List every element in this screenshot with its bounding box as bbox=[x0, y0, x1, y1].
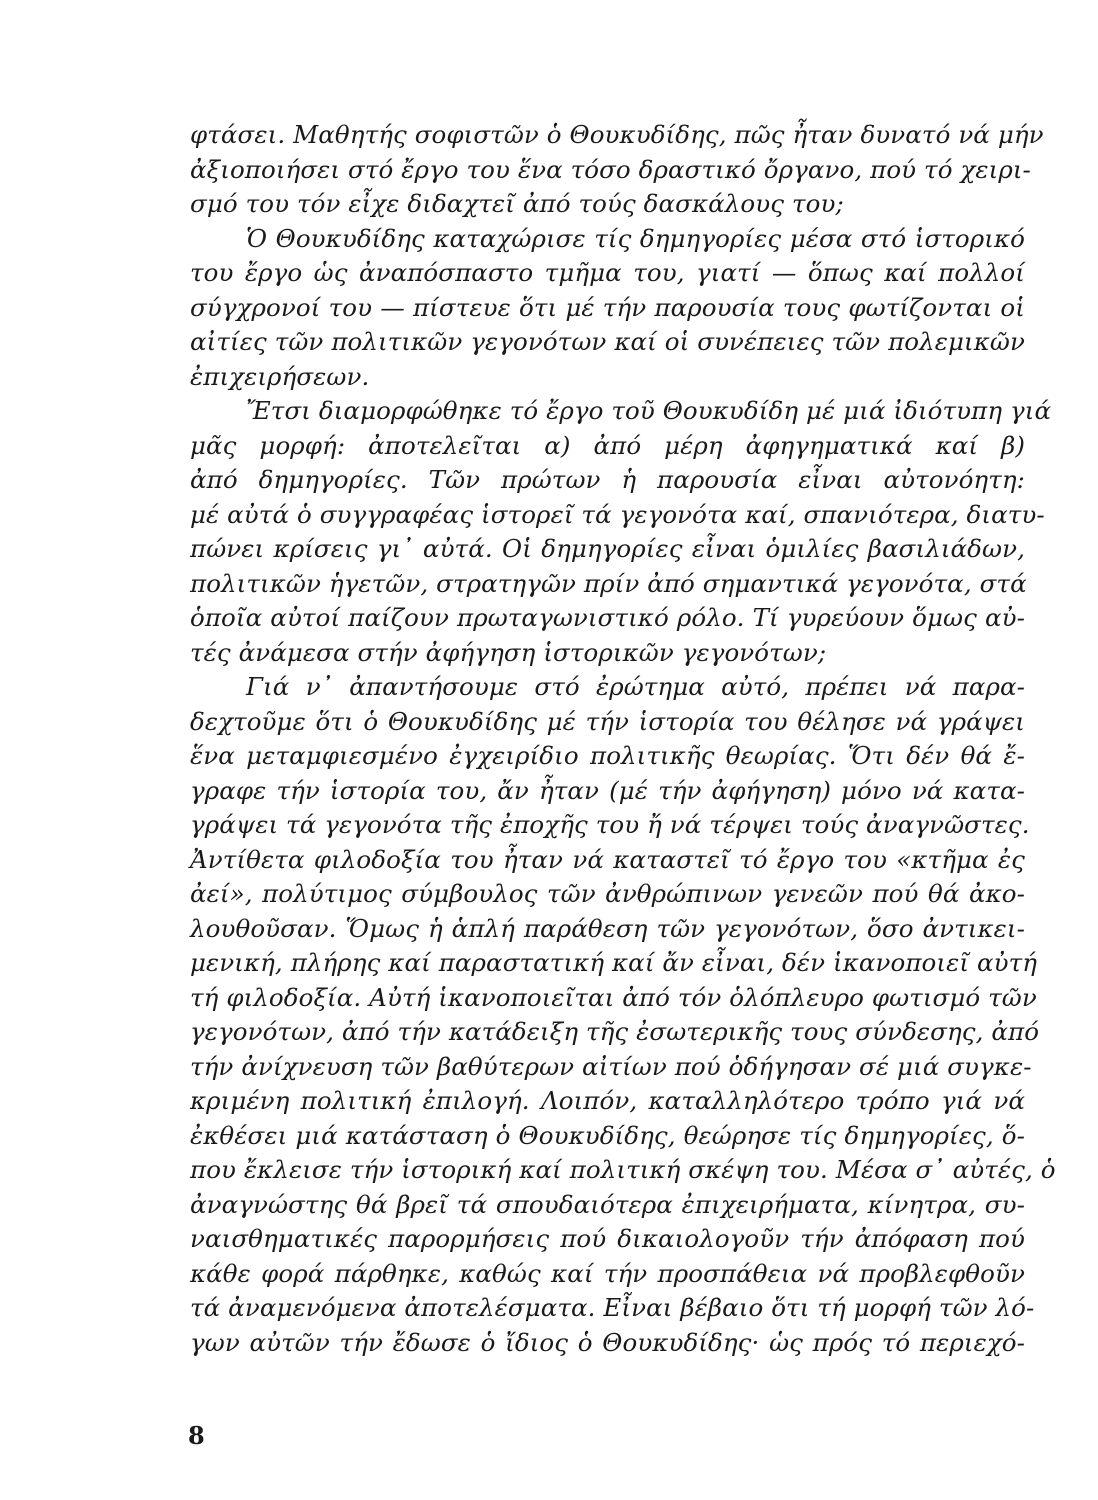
text-line: ἕνα μεταμφιεσμένο ἐγχειρίδιο πολιτικῆς θεωρίας. Ὅτι δέν θά ἔ- bbox=[190, 741, 1025, 770]
text-line: σύγχρονοί του — πίστευε ὅτι μέ τήν παρουσία τους φωτίζονται οἱ bbox=[190, 292, 1025, 322]
text-line: ἀεί», πολύτιμος σύμβουλος τῶν ἀνθρώπινων γενεῶν πού θά ἀκο- bbox=[190, 879, 1025, 908]
text-line: τή φιλοδοξία. Αὐτή ἱκανοποιεῖται ἀπό τόν ὁλόπλευρο φωτισμό τῶν bbox=[190, 982, 1037, 1012]
text-line: ἐκθέσει μιά κατάσταση ὁ Θουκυδίδης, θεώρησε τίς δημηγορίες, ὅ- bbox=[190, 1120, 1025, 1150]
text-line: γραφε τήν ἱστορία του, ἄν ἦταν (μέ τήν ἀφήγηση) μόνο νά κατα- bbox=[190, 775, 1025, 805]
text-line: τές ἀνάμεσα στήν ἀφήγηση ἱστορικῶν γεγονότων; bbox=[190, 637, 827, 667]
text-line: Ἀντίθετα φιλοδοξία του ἦταν νά καταστεῖ τό ἔργο του «κτῆμα ἐς bbox=[190, 844, 1025, 874]
text-line: πώνει κρίσεις γι᾽ αὐτά. Οἱ δημηγορίες εἶναι ὁμιλίες βασιλιάδων, bbox=[190, 534, 1025, 563]
text-line: πολιτικῶν ἡγετῶν, στρατηγῶν πρίν ἀπό σημαντικά γεγονότα, στά bbox=[190, 568, 1027, 598]
text-line: κάθε φορά πάρθηκε, καθώς καί τήν προσπάθεια νά προβλεφθοῦν bbox=[190, 1258, 1025, 1288]
text-line: γράψει τά γεγονότα τῆς ἐποχῆς του ἤ νά τέρψει τούς ἀναγνῶστες. bbox=[190, 810, 1030, 839]
text-line: τήν ἀνίχνευση τῶν βαθύτερων αἰτίων πού ὁδήγησαν σέ μιά συγκε- bbox=[190, 1051, 1032, 1081]
text-line: ἀπό δημηγορίες. Τῶν πρώτων ἡ παρουσία εἶναι αὐτονόητη: bbox=[190, 465, 1025, 494]
text-line: του ἔργο ὡς ἀναπόσπαστο τμῆμα του, γιατί — ὅπως καί πολλοί bbox=[190, 258, 1025, 287]
text-line: Ἔτσι διαμορφώθηκε τό ἔργο τοῦ Θουκυδίδη μέ μιά ἰδιότυπη γιά bbox=[246, 396, 1052, 425]
text-line: Ὁ Θουκυδίδης καταχώρισε τίς δημηγορίες μέσα στό ἱστορικό bbox=[246, 223, 1025, 253]
text-line: σμό του τόν εἶχε διδαχτεῖ ἀπό τούς δασκάλους του; bbox=[190, 189, 844, 218]
text-line: τά ἀναμενόμενα ἀποτελέσματα. Εἶναι βέβαιο ὅτι τή μορφή τῶν λό- bbox=[190, 1293, 1035, 1322]
page-number: 8 bbox=[188, 1421, 205, 1450]
text-line: φτάσει. Μαθητής σοφιστῶν ὁ Θουκυδίδης, πῶς ἦταν δυνατό νά μήν bbox=[190, 120, 1044, 149]
text-line: μενική, πλήρης καί παραστατική καί ἄν εἶναι, δέν ἱκανοποιεῖ αὐτή bbox=[190, 948, 1038, 977]
text-line: μᾶς μορφή: ἀποτελεῖται α) ἀπό μέρη ἀφηγηματικά καί β) bbox=[190, 430, 1025, 460]
text-line: αἰτίες τῶν πολιτικῶν γεγονότων καί οἱ συνέπειες τῶν πολεμικῶν bbox=[190, 327, 1025, 356]
text-line: ἀναγνώστης θά βρεῖ τά σπουδαιότερα ἐπιχειρήματα, κίνητρα, συ- bbox=[190, 1189, 1025, 1219]
text-line: Γιά ν᾽ ἀπαντήσουμε στό ἐρώτημα αὐτό, πρέπει νά παρα- bbox=[246, 672, 1025, 701]
text-line: μέ αὐτά ὁ συγγραφέας ἱστορεῖ τά γεγονότα καί, σπανιότερα, διατυ- bbox=[190, 499, 1045, 529]
text-line: γεγονότων, ἀπό τήν κατάδειξη τῆς ἐσωτερικῆς τους σύνδεσης, ἀπό bbox=[190, 1017, 1040, 1046]
text-line: λουθοῦσαν. Ὅμως ἡ ἁπλή παράθεση τῶν γεγονότων, ὅσο ἀντικει- bbox=[190, 913, 1025, 943]
text-line: δεχτοῦμε ὅτι ὁ Θουκυδίδης μέ τήν ἱστορία του θέλησε νά γράψει bbox=[190, 706, 1025, 736]
text-line: γων αὐτῶν τήν ἔδωσε ὁ ἴδιος ὁ Θουκυδίδης· ὡς πρός τό περιεχό- bbox=[190, 1327, 1025, 1357]
text-line: κριμένη πολιτική ἐπιλογή. Λοιπόν, καταλληλότερο τρόπο γιά νά bbox=[190, 1086, 1025, 1115]
body-text bbox=[190, 118, 1056, 1360]
text-line: ναισθηματικές παρορμήσεις πού δικαιολογοῦν τήν ἀπόφαση πού bbox=[190, 1224, 1025, 1253]
text-line: που ἔκλεισε τήν ἱστορική καί πολιτική σκέψη του. Μέσα σ᾽ αὐτές, ὁ bbox=[190, 1155, 1056, 1184]
text-line: ὁποῖα αὐτοί παίζουν πρωταγωνιστικό ρόλο. Τί γυρεύουν ὅμως αὐ- bbox=[190, 603, 1025, 632]
text-line: ἀξιοποιήσει στό ἔργο του ἕνα τόσο δραστικό ὄργανο, πού τό χειρι- bbox=[190, 154, 1031, 184]
text-line: ἐπιχειρήσεων. bbox=[190, 361, 370, 391]
